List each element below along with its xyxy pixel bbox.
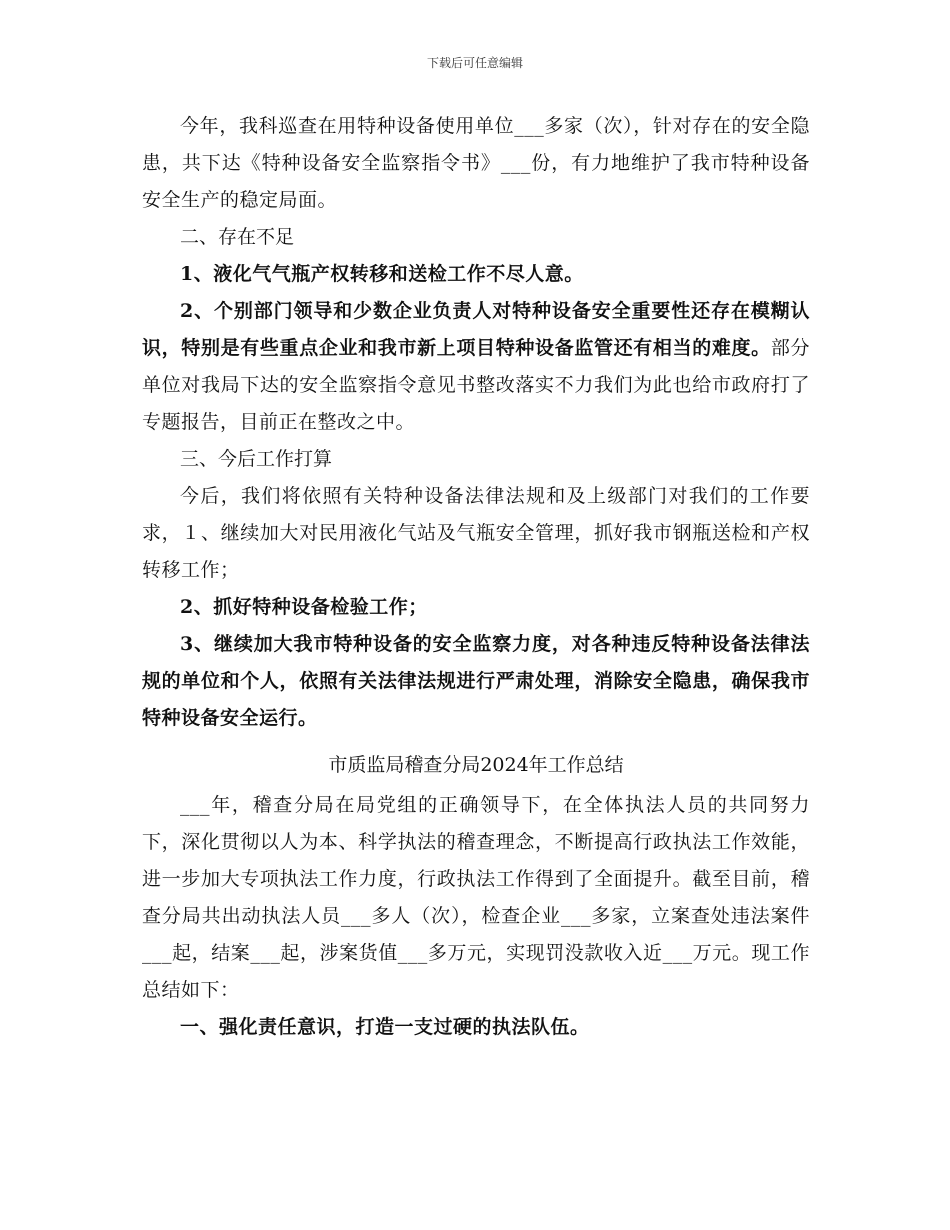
document-body [142, 108, 810, 1046]
item-awareness [142, 293, 810, 441]
heading-shortcomings: 二、存在不足 [180, 226, 295, 248]
paragraph-inspection-summary: 今年，我科巡查在用特种设备使用单位___多家（次），针对存在的安全隐患，共下达《特种设备安全监察指令书》___份，有力地维护了我市特种设备安全生产的稳定局面。 [142, 115, 810, 211]
item-awareness-bold: 2、个别部门领导和少数企业负责人对特种设备安全重要性还存在模糊认识，特别是有些重点企业和我市新上项目特种设备监管还有相当的难度。 [142, 300, 810, 359]
paragraph-future-plans: 今后，我们将依照有关特种设备法律法规和及上级部门对我们的工作要求，１、继续加大对民用液化气站及气瓶安全管理，抓好我市钢瓶送检和产权转移工作； [142, 485, 810, 581]
item-gas-cylinder: 1、液化气气瓶产权转移和送检工作不尽人意。 [180, 263, 584, 285]
heading-future-plans: 三、今后工作打算 [180, 448, 333, 470]
item-supervision: 3、继续加大我市特种设备的安全监察力度，对各种违反特种设备法律法规的单位和个人，依照有关法律法规进行严肃处理，消除安全隐患，确保我市特种设备安全运行。 [142, 633, 810, 729]
section-title: 市质监局稽查分局2024年工作总结 [328, 754, 624, 776]
heading-responsibility: 一、强化责任意识，打造一支过硬的执法队伍。 [180, 1016, 590, 1038]
item-inspection-work: 2、抓好特种设备检验工作； [180, 596, 428, 618]
paragraph-annual-summary: ___年，稽查分局在局党组的正确领导下，在全体执法人员的共同努力下，深化贯彻以人为本、科学执法的稽查理念，不断提高行政执法工作效能，进一步加大专项执法工作力度，行政执法工作得到了全面提升。截至目前，稽查分局共出动执法人员___多人（次），检查企业___多家，立案查处违法案件___起，结案___起，涉案货值___多万元，实现罚没款收入近___万元。现工作总结如下： [142, 794, 810, 1001]
header-note: 下载后可任意编辑 [426, 56, 523, 70]
item-awareness-rest: 部分单位对我局下达的安全监察指令意见书整改落实不力我们为此也给市政府打了专题报告，目前正在整改之中。 [142, 337, 810, 433]
